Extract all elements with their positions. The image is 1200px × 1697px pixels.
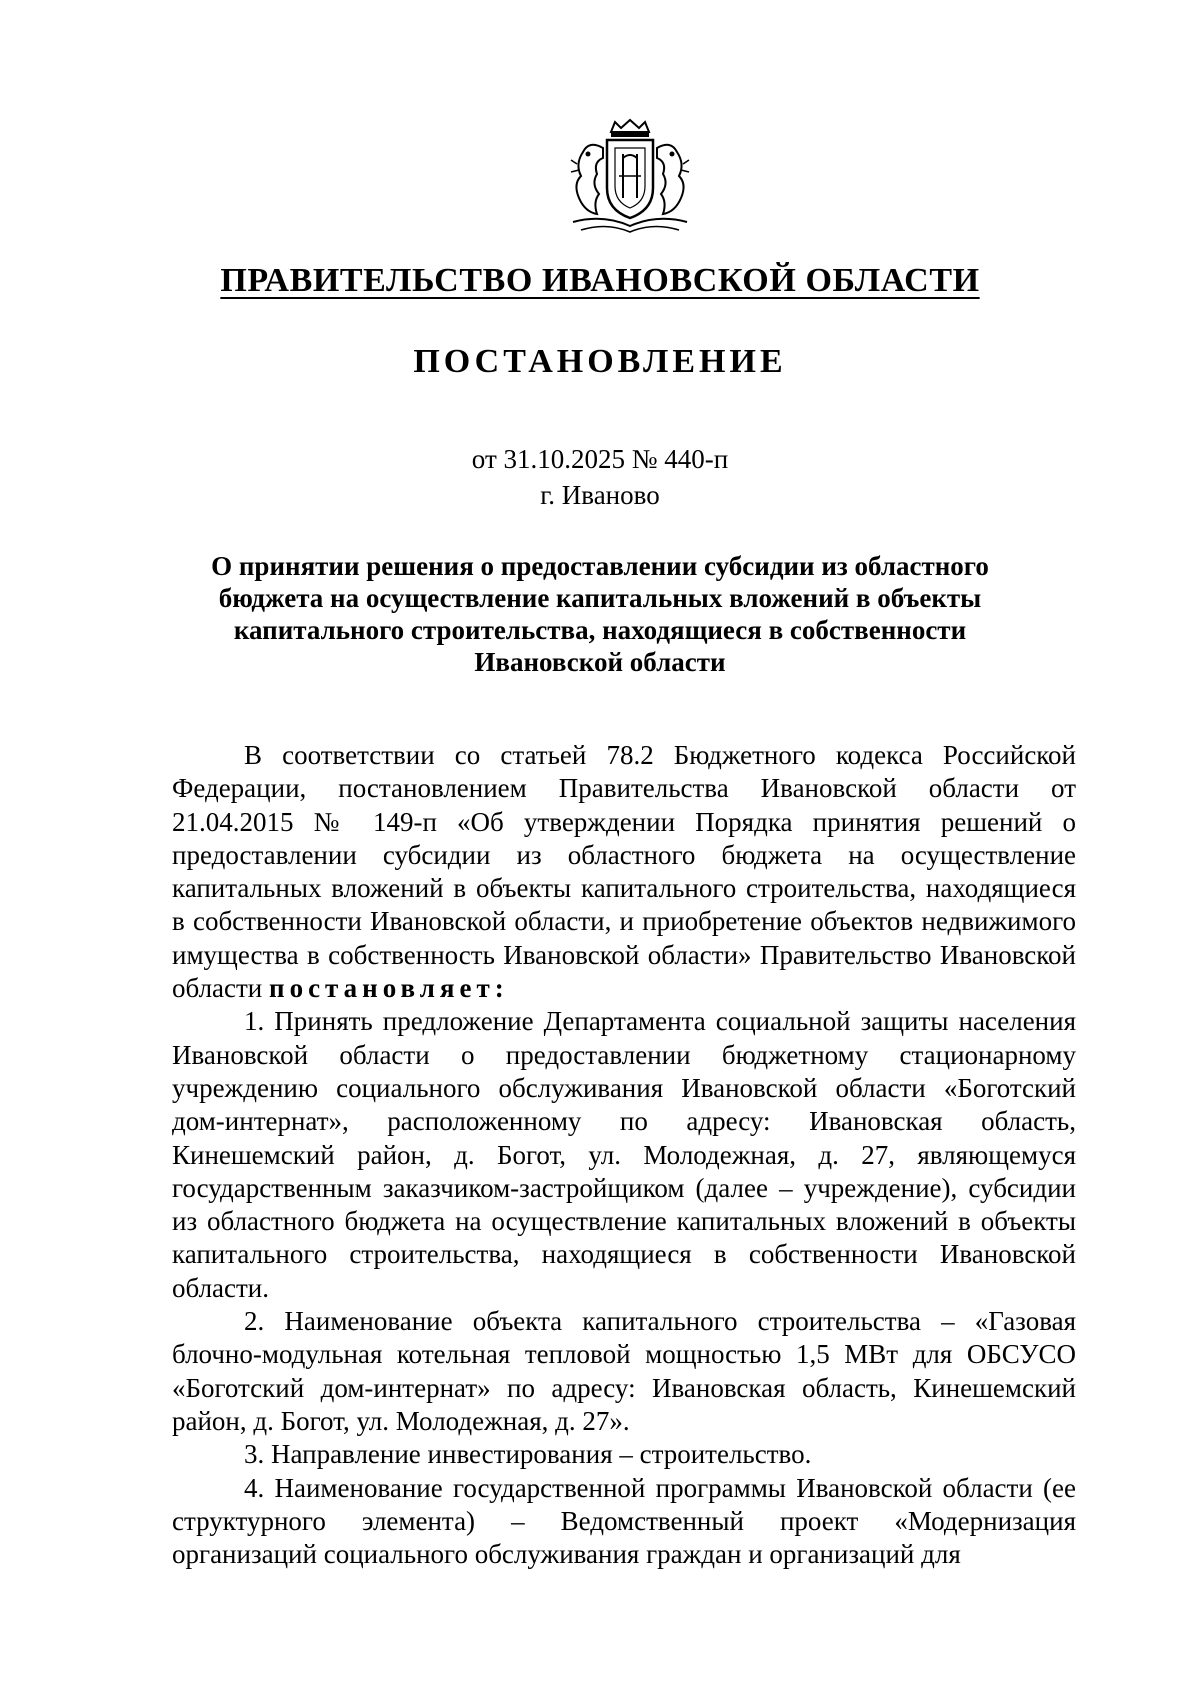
organization-title-text: ПРАВИТЕЛЬСТВО ИВАНОВСКОЙ ОБЛАСТИ — [220, 262, 980, 299]
document-type: ПОСТАНОВЛЕНИЕ — [413, 343, 787, 380]
coat-of-arms-emblem — [563, 118, 697, 236]
preamble-paragraph — [172, 739, 1076, 1005]
document-date-number: от 31.10.2025 № 440-п — [471, 444, 729, 474]
decree-item-4: 4. Наименование государственной программы Ивановской области (ее структурного элемента) – Ведомственный проект «Модернизация организаций социального обслуживания граждан и организаций для — [172, 1472, 1076, 1570]
subject-line: капитального строительства, находящиеся в собственности — [233, 615, 967, 645]
organization-title — [0, 262, 1200, 300]
preamble-text: В соответствии со статьей 78.2 Бюджетного кодекса Российской Федерации, постановлением Правительства Ивановской области от 21.04.2015 № 149-п «Об утверждении Порядка принятия решений о предоставлении субсидии из областного бюджета на осуществление капитальных вложений в объекты капитального строительства, находящиеся в собственности Ивановской области, и приобретение объектов недвижимого имущества в собственность Ивановской области» Правительство Ивановской области — [172, 740, 1076, 1004]
subject-line: Ивановской области — [474, 647, 726, 677]
document-city: г. Иваново — [540, 480, 660, 510]
document-subject — [200, 550, 1000, 678]
subject-line: О принятии решения о предоставлении субсидии из областного — [211, 551, 989, 581]
decree-item-1: 1. Принять предложение Департамента социальной защиты населения Ивановской области о предоставлении бюджетному стационарному учреждению социального обслуживания Ивановской области «Боготский дом-интернат», расположенному по адресу: Ивановская область, Кинешемский район, д. Богот, ул. Молодежная, д. 27, являющемуся государственным заказчиком-застройщиком (далее – учреждение), субсидии из областного бюджета на осуществление капитальных вложений в объекты капитального строительства, находящиеся в собственности Ивановской области. — [172, 1006, 1076, 1303]
decree-item-3: 3. Направление инвестирования – строительство. — [244, 1439, 812, 1470]
decree-word: постановляет: — [269, 973, 509, 1004]
decree-item-2: 2. Наименование объекта капитального строительства – «Газовая блочно-модульная котельная тепловой мощностью 1,5 МВт для ОБСУСО «Боготский дом-интернат» по адресу: Ивановская область, Кинешемский район, д. Богот, ул. Молодежная, д. 27». — [172, 1306, 1076, 1436]
subject-line: бюджета на осуществление капитальных вложений в объекты — [218, 583, 982, 613]
ivanovo-region-coat-of-arms-icon — [563, 118, 697, 236]
document-body — [172, 739, 1076, 1571]
